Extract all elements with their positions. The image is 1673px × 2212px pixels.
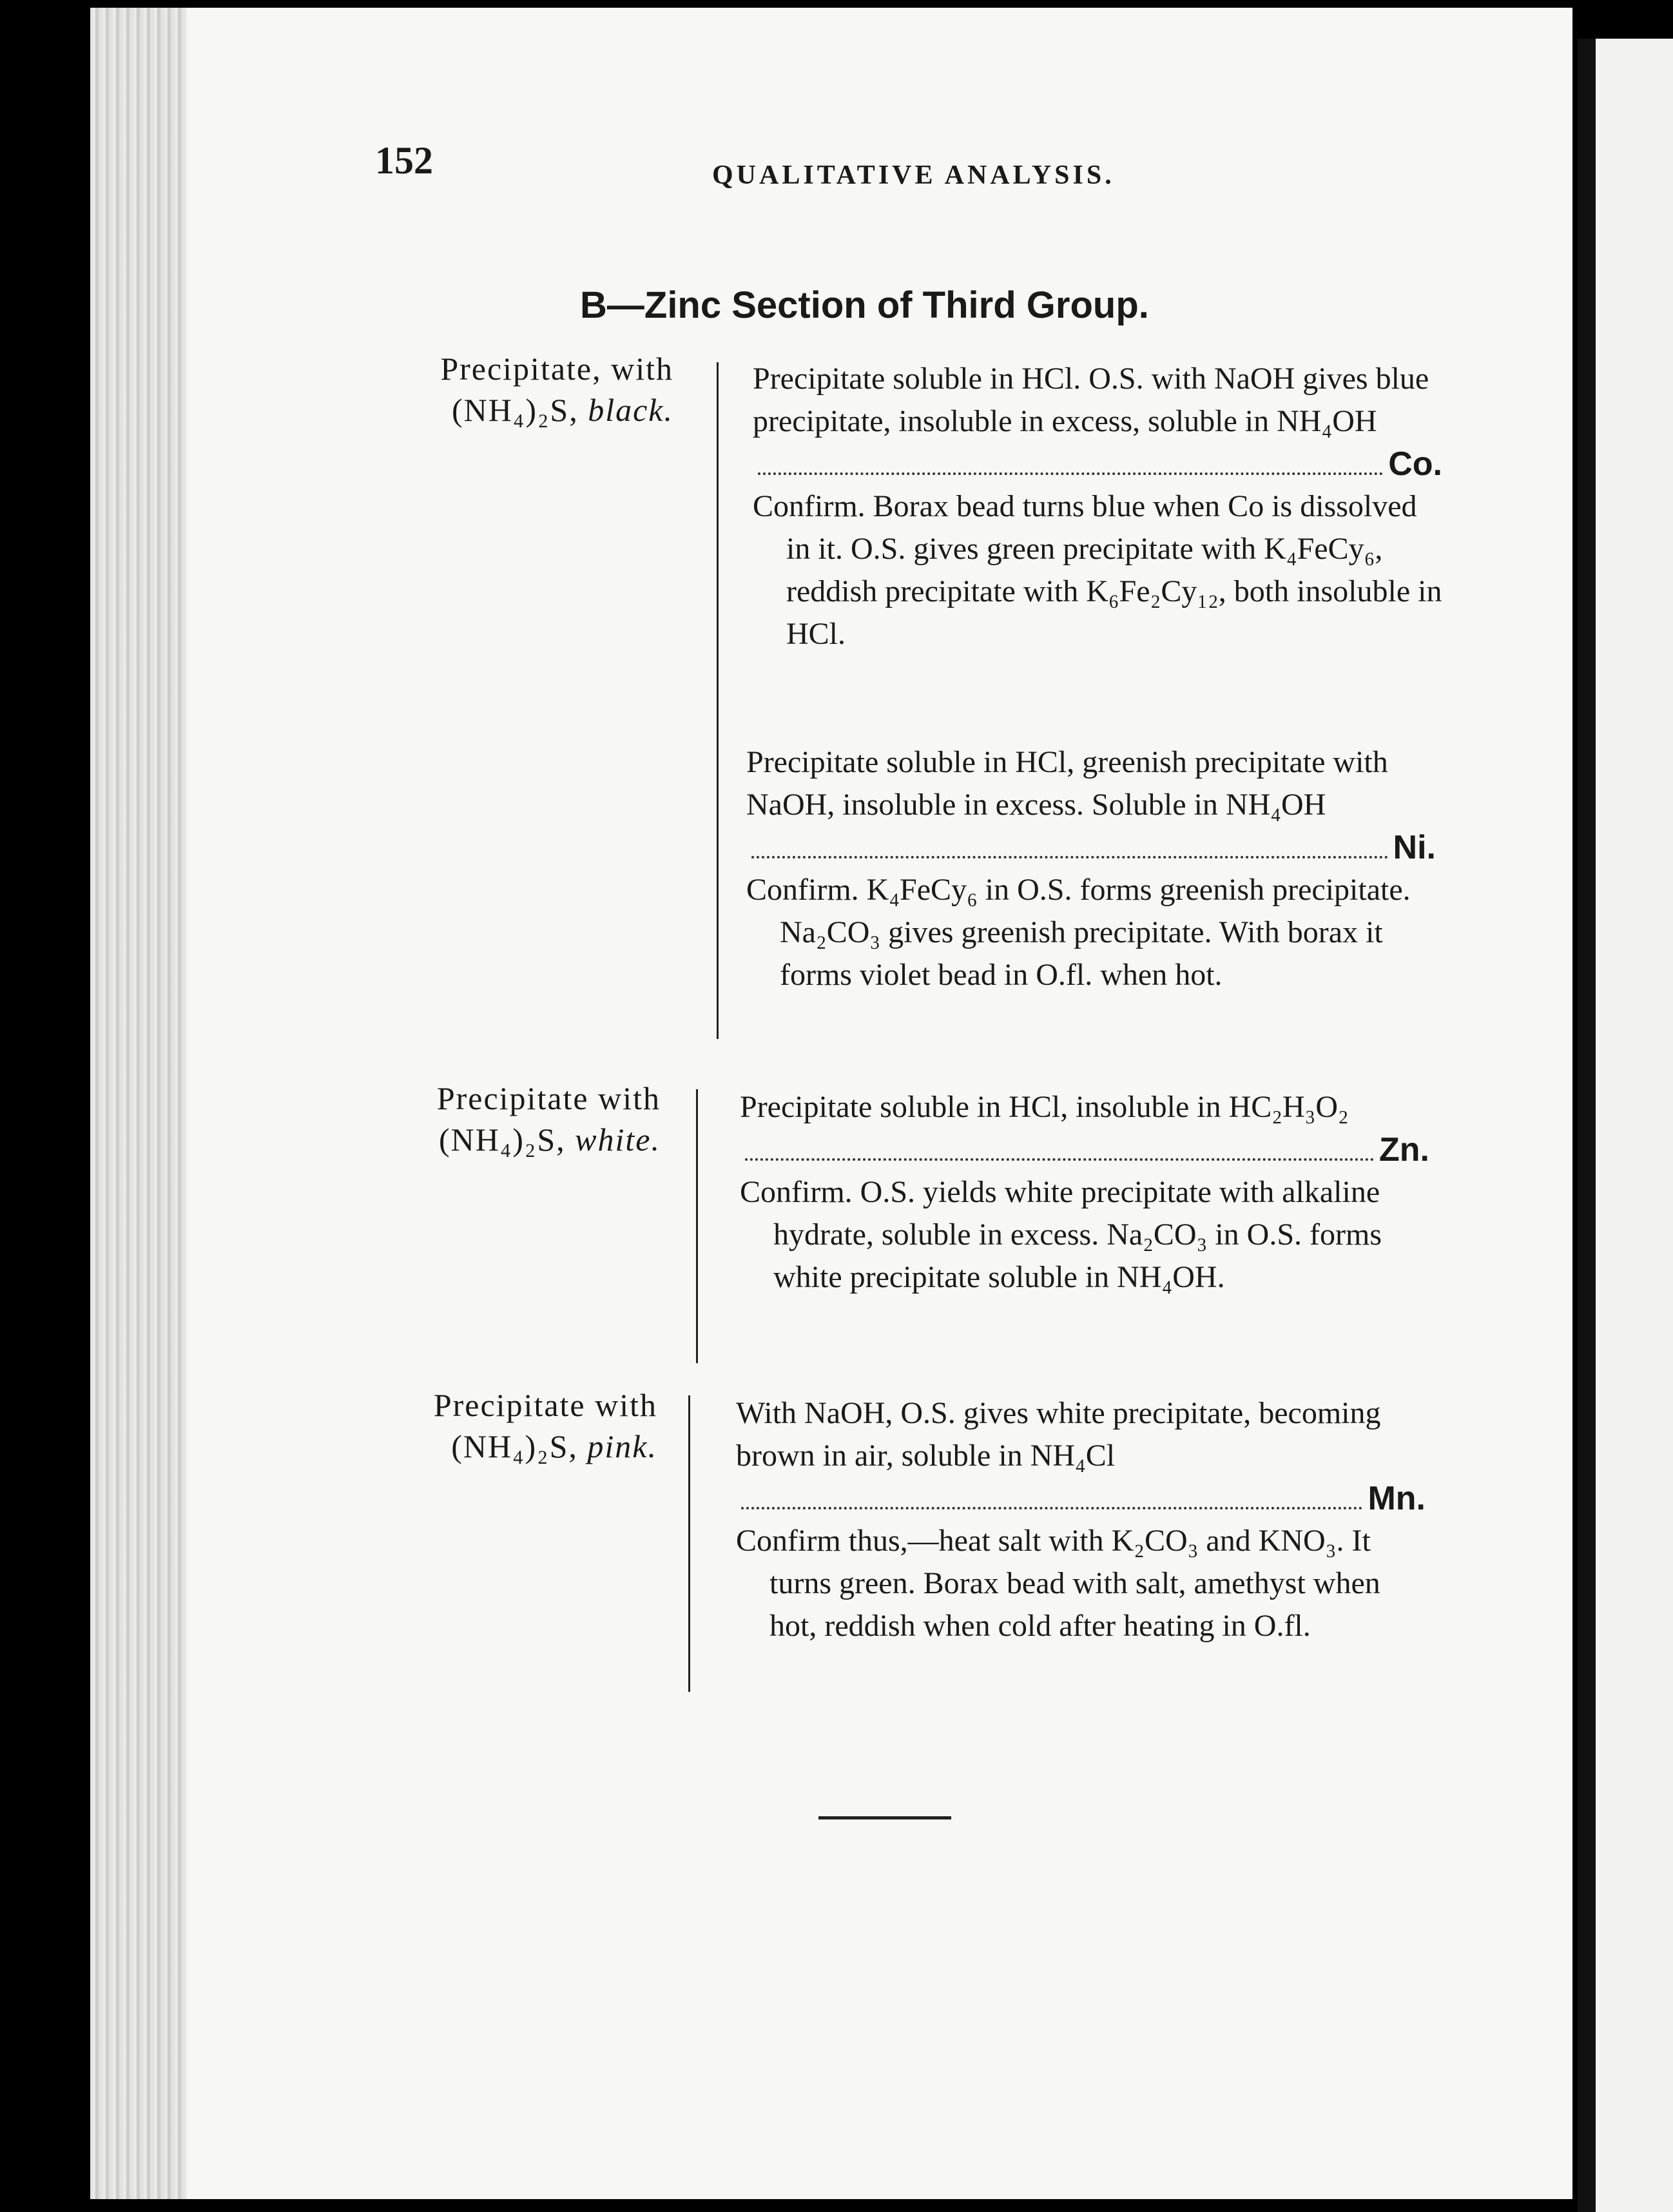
metal-symbol: Co. — [1388, 445, 1442, 483]
row-label-black — [371, 348, 673, 431]
test-line — [746, 741, 1436, 826]
facing-page-edge — [1578, 39, 1673, 2212]
test-text: Precipitate soluble in HCl, greenish precipitate with NaOH, insoluble in excess. Soluble in NH₄OH — [746, 745, 1388, 822]
result-line — [753, 443, 1442, 485]
confirm-text: Confirm. K₄FeCy₆ in O.S. forms greenish precipitate. Na₂CO₃ gives greenish precipitate. With borax it forms violet bead in O.fl. when hot. — [746, 873, 1411, 992]
entry-manganese — [736, 1392, 1426, 1647]
test-line — [740, 1086, 1429, 1129]
test-line — [736, 1392, 1426, 1477]
metal-symbol: Ni. — [1393, 829, 1436, 866]
row-label-line2 — [354, 1426, 657, 1467]
reagent-formula: (NH₄)₂S, — [438, 1121, 566, 1158]
leader-dots — [745, 1158, 1374, 1161]
entry-nickel — [746, 741, 1436, 996]
section-end-rule — [818, 1816, 951, 1819]
page-number: 152 — [375, 139, 433, 182]
precipitate-color: pink. — [587, 1428, 657, 1464]
result-line — [746, 826, 1436, 869]
result-line — [736, 1477, 1426, 1520]
reagent-formula: (NH₄)₂S, — [452, 392, 579, 428]
confirm-text: Confirm thus,—heat salt with K₂CO₃ and KNO₃. It turns green. Borax bead with salt, amethyst when hot, reddish when cold after heating in O.fl. — [736, 1524, 1380, 1643]
precipitate-color: white. — [575, 1121, 661, 1158]
page-edges — [90, 8, 187, 2199]
entry-cobalt — [753, 358, 1442, 655]
column-rule — [717, 362, 719, 1039]
metal-symbol: Zn. — [1379, 1131, 1429, 1169]
row-label-white — [358, 1078, 661, 1160]
confirm-text: Confirm. Borax bead turns blue when Co is dissolved in it. O.S. gives green precipitate with K₄FeCy₆, reddish precipitate with K₆Fe₂Cy₁₂, both insoluble in HCl. — [753, 489, 1442, 651]
confirm-text: Confirm. O.S. yields white precipitate with alkaline hydrate, soluble in excess. Na₂CO₃ in O.S. forms white precipitate soluble in NH₄OH. — [740, 1175, 1382, 1294]
test-text: With NaOH, O.S. gives white precipitate, becoming brown in air, soluble in NH₄Cl — [736, 1396, 1381, 1473]
column-rule — [696, 1089, 698, 1363]
row-label-pink — [354, 1384, 657, 1467]
leader-dots — [741, 1507, 1362, 1509]
running-head: QUALITATIVE ANALYSIS. — [712, 160, 1115, 190]
row-label-line1: Precipitate, with — [440, 351, 673, 387]
entry-zinc — [740, 1086, 1429, 1299]
row-label-line2 — [371, 389, 673, 431]
row-label-line2 — [358, 1119, 661, 1160]
row-label-line1: Precipitate with — [436, 1080, 661, 1116]
metal-symbol: Mn. — [1368, 1480, 1426, 1517]
reagent-formula: (NH₄)₂S, — [451, 1428, 578, 1464]
column-rule — [688, 1395, 690, 1692]
test-text: Precipitate soluble in HCl, insoluble in HC₂H₃O₂ — [740, 1090, 1349, 1124]
result-line — [740, 1129, 1429, 1171]
section-title: B—Zinc Section of Third Group. — [580, 284, 1149, 326]
test-text: Precipitate soluble in HCl. O.S. with NaOH gives blue precipitate, insoluble in excess, soluble in NH₄OH — [753, 362, 1429, 438]
leader-dots — [751, 856, 1388, 859]
test-line — [753, 358, 1442, 443]
leader-dots — [758, 472, 1383, 475]
precipitate-color: black. — [588, 392, 673, 428]
row-label-line1: Precipitate with — [433, 1387, 657, 1423]
